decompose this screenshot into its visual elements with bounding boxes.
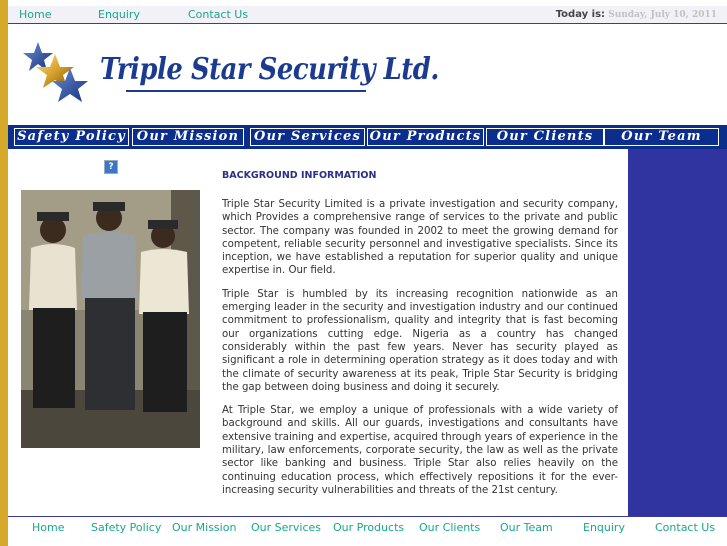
today-display — [556, 9, 717, 20]
nav-our-team[interactable]: Our Team — [604, 128, 719, 146]
nav-our-clients[interactable]: Our Clients — [486, 128, 604, 146]
logo-underline — [126, 90, 366, 92]
paragraph-3: At Triple Star, we employ a unique of professionals with a wide variety of background and skills. All our guards, investigations and consultants have extensive training and expertise, acquired through years of experience in the military, law enforcements, corporate security, the law as well as the private sector like banking and business. Triple Star also relies heavily on the continuing education process, which effectively repositions it for the ever-increasing security vulnerabilities and threats of the 21st century. — [222, 405, 618, 496]
main-nav — [8, 125, 727, 149]
company-logo-text: Triple Star Security Ltd. — [100, 52, 439, 87]
today-date: Sunday, July 10, 2011 — [608, 10, 717, 20]
footer-link-enquiry[interactable]: Enquiry — [583, 521, 625, 534]
triple-star-logo-icon[interactable] — [20, 38, 90, 108]
today-label: Today is: — [555, 9, 606, 20]
footer-link-our-services[interactable]: Our Services — [251, 521, 322, 534]
help-icon[interactable]: ? — [104, 160, 118, 174]
site-header — [8, 24, 727, 124]
top-link-enquiry[interactable]: Enquiry — [98, 8, 140, 21]
paragraph-1: Triple Star Security Limited is a private investigation and security company, which Provides a comprehensive range of services to the private and public sector. The company was founded in 2002 to meet the growing demand for competent, reliable security personnel and investigative specialists. Since its inception, we have established a reputation for superior quality and unique expertise in. Our field. — [222, 199, 618, 277]
paragraph-2: Triple Star is humbled by its increasing recognition nationwide as an emerging leader in the security and investigation industry and our continued commitment to professionalism, quality and integrity that is fast becoming our organizations cutting edge. Nigeria as a country has changed considerably within the past few years. Never has security played as significant a role in determining operation strategy as it does today and with the climate of security awareness at its peak, Triple Star Security is bridging the gap between doing business and doing it securely. — [222, 288, 618, 393]
top-link-home[interactable]: Home — [19, 8, 52, 21]
nav-safety-policy[interactable]: Safety Policy — [14, 128, 129, 146]
footer-link-home[interactable]: Home — [32, 521, 65, 534]
nav-our-services[interactable]: Our Services — [250, 128, 365, 146]
nav-our-products[interactable]: Our Products — [367, 128, 484, 146]
footer-link-contact-us[interactable]: Contact Us — [655, 521, 716, 534]
nav-our-mission[interactable]: Our Mission — [132, 128, 244, 146]
footer-link-our-clients[interactable]: Our Clients — [419, 521, 481, 534]
page — [8, 0, 727, 545]
right-sidebar — [628, 149, 727, 516]
section-heading: BACKGROUND INFORMATION — [222, 170, 377, 181]
footer-link-safety-policy[interactable]: Safety Policy — [91, 521, 162, 534]
footer-nav — [8, 516, 727, 546]
footer-link-our-products[interactable]: Our Products — [333, 521, 405, 534]
guards-photo — [21, 190, 200, 448]
main-content — [222, 170, 618, 507]
top-bar — [8, 6, 727, 24]
footer-link-our-mission[interactable]: Our Mission — [172, 521, 237, 534]
footer-link-our-team[interactable]: Our Team — [500, 521, 553, 534]
top-link-contact-us[interactable]: Contact Us — [188, 8, 249, 21]
